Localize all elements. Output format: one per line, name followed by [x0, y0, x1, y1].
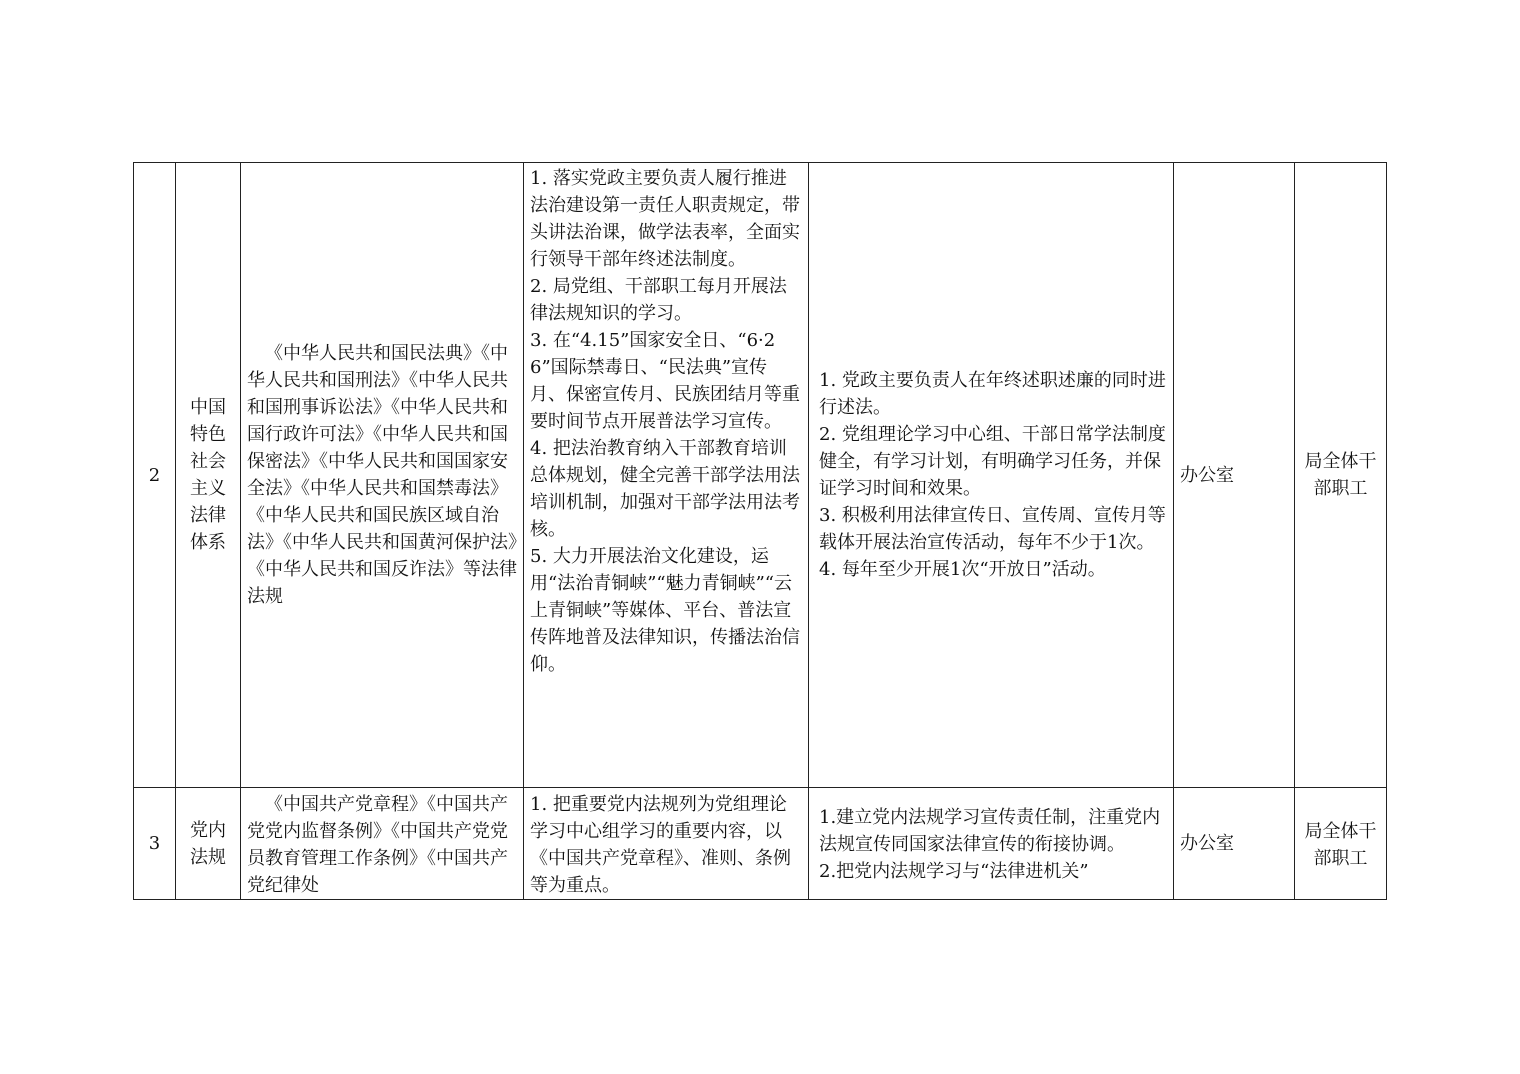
row-number: 3: [134, 788, 176, 900]
standard-item: 1. 党政主要负责人在年终述职述廉的同时进行述法。: [819, 370, 1166, 418]
measure-item: 5. 大力开展法治文化建设，运用“法治青铜峡”“魅力青铜峡”“云上青铜峡”等媒体、平台、普法宣传阵地普及法律知识，传播法治信仰。: [530, 546, 800, 675]
laws-text: 《中国共产党章程》《中国共产党党内监督条例》《中国共产党党员教育管理工作条例》《中国共产党纪律处: [247, 793, 508, 896]
laws-cell: [241, 163, 524, 788]
laws-cell: [241, 788, 524, 900]
measures-cell: [524, 788, 809, 900]
standard-item: 4. 每年至少开展1次“开放日”活动。: [819, 559, 1106, 580]
table-row: [134, 788, 1387, 900]
row-number: 2: [134, 163, 176, 788]
law-publicity-table: [133, 162, 1387, 900]
scope-cell: 局全体干部职工: [1295, 163, 1387, 788]
category-cell: 中国特色社会主义法律体系: [176, 163, 241, 788]
standard-item: 2. 党组理论学习中心组、干部日常学法制度健全，有学习计划，有明确学习任务，并保证学习时间和效果。: [819, 424, 1166, 499]
category-cell: 党内法规: [176, 788, 241, 900]
measure-item: 1. 落实党政主要负责人履行推进法治建设第一责任人职责规定，带头讲法治课，做学法表率，全面实行领导干部年终述法制度。: [530, 168, 800, 270]
standard-item: 3. 积极利用法律宣传日、宣传周、宣传月等载体开展法治宣传活动，每年不少于1次。: [819, 505, 1166, 553]
laws-text: 《中华人民共和国民法典》《中华人民共和国刑法》《中华人民共和国刑事诉讼法》《中华人民共和国行政许可法》《中华人民共和国保密法》《中华人民共和国国家安全法》《中华人民共和国禁毒法》《中华人民共和国民族区域自治法》《中华人民共和国黄河保护法》《中华人民共和国反诈法》等法律法规: [247, 343, 517, 607]
measure-item: 2. 局党组、干部职工每月开展法律法规知识的学习。: [530, 276, 787, 324]
department-cell: 办公室: [1174, 163, 1295, 788]
measure-item: 1. 把重要党内法规列为党组理论学习中心组学习的重要内容，以《中国共产党章程》、准则、条例等为重点。: [530, 793, 791, 896]
standards-cell: [809, 163, 1174, 788]
table-row: [134, 163, 1387, 788]
standard-item: 1.建立党内法规学习宣传责任制，注重党内法规宣传同国家法律宣传的衔接协调。: [819, 807, 1161, 855]
measure-item: 3. 在“4.15”国家安全日、“6·26”国际禁毒日、“民法典”宣传月、保密宣传月、民族团结月等重要时间节点开展普法学习宣传。: [530, 330, 800, 432]
department-cell: 办公室: [1174, 788, 1295, 900]
scope-cell: 局全体干部职工: [1295, 788, 1387, 900]
standard-item: 2.把党内法规学习与“法律进机关”: [819, 861, 1089, 882]
standards-cell: [809, 788, 1174, 900]
measures-cell: [524, 163, 809, 788]
measure-item: 4. 把法治教育纳入干部教育培训总体规划，健全完善干部学法用法培训机制，加强对干部学法用法考核。: [530, 438, 800, 540]
